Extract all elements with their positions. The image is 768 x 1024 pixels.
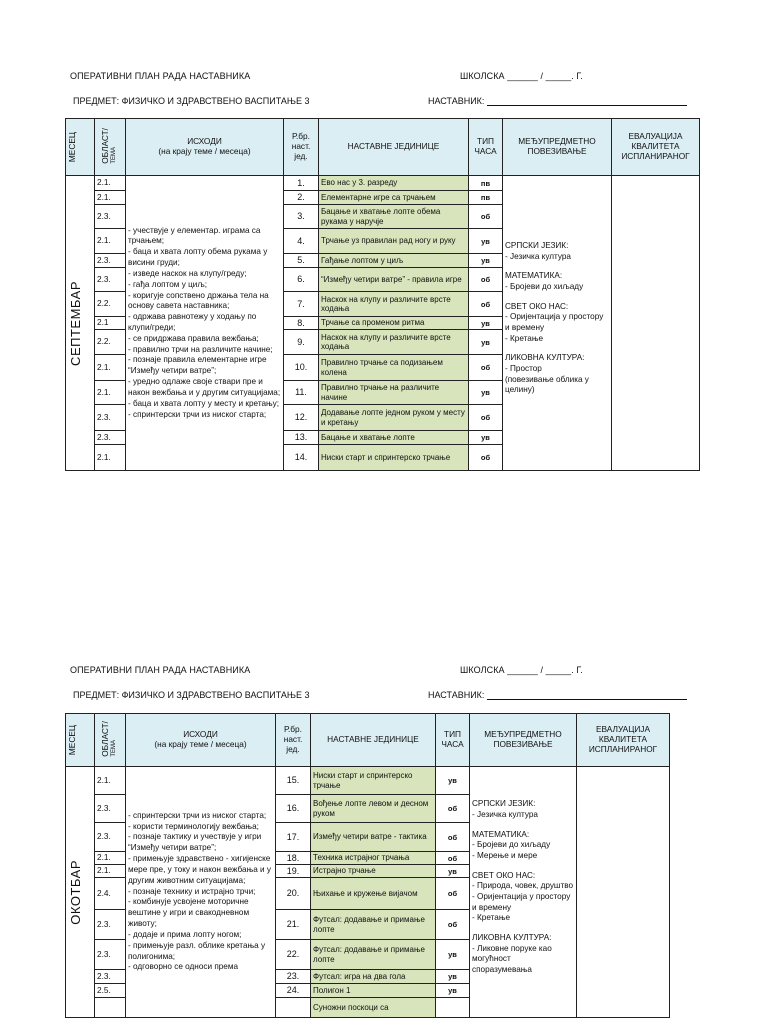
col-area: ОБЛАСТ/ТЕМА — [95, 119, 126, 176]
subject-link-title: СРПСКИ ЈЕЗИК: — [505, 241, 569, 251]
outcome-item: - примењује разл. облике кретања у полигонима; — [128, 940, 266, 961]
lesson-type: об — [469, 292, 503, 317]
subject-link-item: (повезивање облика у целину) — [505, 374, 589, 395]
lesson-number: 7. — [284, 292, 319, 317]
subject-link-item: - Кретање — [505, 333, 544, 343]
area-cell: 2.1 — [95, 317, 126, 330]
col-type: ТИП ЧАСА — [436, 714, 470, 767]
lesson-number — [276, 998, 311, 1018]
school-year-label-2: ШКОЛСКА ______ / _____. Г. — [460, 665, 583, 675]
lesson-number: 12. — [284, 405, 319, 431]
lesson-number: 19. — [276, 865, 311, 878]
area-cell: 2.3. — [95, 795, 126, 823]
plan-table-october — [65, 713, 670, 1018]
subject-link-item: - Оријентација у простору и времену — [505, 312, 604, 332]
outcome-item: - гађа лоптом у циљ; — [128, 279, 208, 289]
lesson-number: 13. — [284, 431, 319, 445]
lesson-number: 14. — [284, 445, 319, 471]
lesson-type: об — [436, 823, 470, 852]
plan-title-2: ОПЕРАТИВНИ ПЛАН РАДА НАСТАВНИКА — [70, 665, 251, 675]
lesson-type: пв — [469, 176, 503, 191]
table-header-row — [66, 119, 700, 176]
col-units: НАСТАВНЕ ЈЕДИНИЦЕ — [311, 714, 436, 767]
lesson-unit: Бацање и хватање лопте обема рукама у наручје — [319, 205, 469, 229]
lesson-number: 23. — [276, 970, 311, 984]
outcome-item: - познаје тактику и учествује у игри “Између четири ватре”; — [128, 832, 262, 853]
subject-value: ФИЗИЧКО И ЗДРАВСТВЕНО ВАСПИТАЊЕ 3 — [121, 690, 310, 700]
outcome-item: - спринтерски трчи из ниског старта; — [128, 409, 267, 419]
outcome-item: - коригује сопствено држања тела на основу савета наставника; — [128, 290, 269, 311]
lesson-type: ув — [469, 330, 503, 355]
outcome-item: - познаје технику и истрајно трчи; — [128, 886, 256, 896]
lesson-type: об — [436, 878, 470, 910]
lesson-type: пв — [469, 191, 503, 205]
plan-title: ОПЕРАТИВНИ ПЛАН РАДА НАСТАВНИКА — [70, 71, 251, 81]
lesson-unit: “Између четири ватре” - правила игре — [319, 268, 469, 292]
lesson-number: 22. — [276, 940, 311, 970]
area-cell: 2.3. — [95, 205, 126, 229]
subject-link — [472, 871, 574, 924]
subject-link-item: - Бројеви до хиљаду — [505, 282, 584, 292]
col-outcomes: ИСХОДИ (на крају теме / месеца) — [126, 714, 276, 767]
col-eval: ЕВАЛУАЦИЈА КВАЛИТЕТА ИСПЛАНИРАНОГ — [612, 119, 700, 176]
lesson-unit: Бацање и хватање лопте — [319, 431, 469, 445]
area-cell: 2.1. — [95, 445, 126, 471]
lesson-type: ув — [436, 865, 470, 878]
area-cell: 2.3. — [95, 268, 126, 292]
lesson-type: об — [469, 445, 503, 471]
lesson-number: 16. — [276, 795, 311, 823]
col-eval: ЕВАЛУАЦИЈА КВАЛИТЕТА ИСПЛАНИРАНОГ — [577, 714, 670, 767]
lesson-number: 18. — [276, 852, 311, 865]
subject-line — [73, 96, 310, 106]
area-cell: 2.5. — [95, 984, 126, 998]
outcome-item: - правилно трчи на различите начине; — [128, 344, 273, 354]
lesson-unit: Футсал: додавање и примање лопте — [311, 910, 436, 940]
outcomes-cell — [126, 176, 284, 471]
subject-link-item: - Језичка култура — [472, 810, 538, 820]
lesson-type: ув — [469, 229, 503, 254]
col-inter: МЕЂУПРЕДМЕТНО ПОВЕЗИВАЊЕ — [470, 714, 577, 767]
subject-link-item: - Кретање — [472, 913, 511, 923]
lesson-type: об — [469, 268, 503, 292]
subject-link — [472, 830, 574, 862]
outcome-item: - баца и хвата лопту обема рукама у висини груди; — [128, 247, 268, 268]
interdisciplinary-cell — [470, 767, 577, 1018]
subject-link — [505, 353, 609, 396]
area-cell: 2.2. — [95, 330, 126, 355]
interdisciplinary-cell — [503, 176, 612, 471]
evaluation-cell[interactable] — [577, 767, 670, 1018]
lesson-number: 21. — [276, 910, 311, 940]
outcomes-cell — [126, 767, 276, 1018]
plan-table-september — [65, 118, 700, 471]
subject-label: ПРЕДМЕТ: — [73, 96, 120, 106]
lesson-unit: Истрајно трчање — [311, 865, 436, 878]
area-cell: 2.1. — [95, 381, 126, 405]
subject-link-item: - Ликовне поруке као могућност — [472, 943, 552, 964]
lesson-number: 20. — [276, 878, 311, 910]
lesson-number: 11. — [284, 381, 319, 405]
month-cell: СЕПТЕМБАР — [66, 176, 95, 471]
outcome-item: - комбинује усвојене моторичне вештине у игри и свакодневном животу; — [128, 897, 250, 929]
col-lesson-no: Р.бр. наст. јед. — [284, 119, 319, 176]
subject-link-item: - Природа, човек, друштво — [472, 881, 574, 891]
col-area: ОБЛАСТ/ТЕМА — [95, 714, 126, 767]
subject-link-title: ЛИКОВНА КУЛТУРА: — [505, 353, 585, 363]
area-cell: 2.3. — [95, 940, 126, 970]
subject-value: ФИЗИЧКО И ЗДРАВСТВЕНО ВАСПИТАЊЕ 3 — [121, 96, 310, 106]
subject-link-item: - Оријентација у простору и времену — [472, 892, 571, 912]
area-cell: 2.4. — [95, 878, 126, 910]
outcome-item: - одговорно се односи према — [128, 962, 239, 972]
area-cell: 2.3. — [95, 254, 126, 268]
subject-link-title: СРПСКИ ЈЕЗИК: — [472, 799, 536, 809]
lesson-type: ув — [469, 431, 503, 445]
lesson-unit: Техника истрајног трчања — [311, 852, 436, 865]
col-month: МЕСЕЦ — [66, 714, 95, 767]
lesson-unit: Полигон 1 — [311, 984, 436, 998]
outcome-item: - одржава равнотежу у ходању по клупи/греди; — [128, 312, 257, 332]
lesson-number: 8. — [284, 317, 319, 330]
lesson-unit: Наскок на клупу и различите врсте ходања — [319, 330, 469, 355]
table-header-row — [66, 714, 670, 767]
area-cell: 2.1. — [95, 852, 126, 865]
teacher-label: НАСТАВНИК: — [428, 96, 485, 106]
lesson-type: об — [469, 205, 503, 229]
subject-link-title: ЛИКОВНА КУЛТУРА: — [472, 932, 552, 942]
lesson-unit: Ево нас у 3. разреду — [319, 176, 469, 191]
lesson-unit: Правилно трчање на различите начине — [319, 381, 469, 405]
lesson-unit: Њихање и кружење вијачом — [311, 878, 436, 910]
lesson-type: об — [469, 355, 503, 381]
outcome-item: - учествује у елементар. играма са трчањем; — [128, 225, 261, 246]
lesson-number: 6. — [284, 268, 319, 292]
lesson-number: 17. — [276, 823, 311, 852]
school-year-label: ШКОЛСКА ______ / _____. Г. — [460, 71, 583, 81]
outcome-item: - спринтерски трчи из ниског старта; — [128, 810, 267, 820]
col-month: МЕСЕЦ — [66, 119, 95, 176]
lesson-number: 9. — [284, 330, 319, 355]
lesson-type: ув — [469, 381, 503, 405]
area-cell: 2.3. — [95, 823, 126, 852]
teacher-blank — [487, 699, 687, 700]
outcome-item: - користи терминологију вежбања; — [128, 821, 259, 831]
area-cell: 2.3. — [95, 970, 126, 984]
outcome-item: - изведе наскок на клупу/греду; — [128, 268, 247, 278]
lesson-unit: Суножни поскоци са — [311, 998, 436, 1018]
evaluation-cell[interactable] — [612, 176, 700, 471]
lesson-number: 5. — [284, 254, 319, 268]
subject-link-item: - Језичка култура — [505, 251, 571, 261]
lesson-type: ув — [436, 940, 470, 970]
outcome-item: - примењује здравствено - хигијенске мере пре, у току и након вежбања и у другим животним ситуацијама; — [128, 854, 271, 885]
area-cell: 2.3. — [95, 431, 126, 445]
lesson-type: об — [469, 405, 503, 431]
lesson-number: 2. — [284, 191, 319, 205]
teacher-line-2 — [428, 690, 687, 700]
subject-link-item: споразумевања — [472, 964, 532, 974]
col-outcomes: ИСХОДИ (на крају теме / месеца) — [126, 119, 284, 176]
subject-link-item: - Бројеви до хиљаду — [472, 840, 551, 850]
subject-link-item: - Мерење и мере — [472, 851, 538, 861]
subject-link — [505, 302, 609, 345]
table-row — [66, 767, 670, 795]
lesson-number: 3. — [284, 205, 319, 229]
area-cell: 2.1. — [95, 355, 126, 381]
col-type: ТИП ЧАСА — [469, 119, 503, 176]
subject-link-item: - Простор — [505, 363, 542, 373]
lesson-type: ув — [469, 317, 503, 330]
teacher-blank — [487, 105, 687, 106]
subject-link — [472, 799, 574, 820]
lesson-type: ув — [436, 767, 470, 795]
month-cell: ОКОТБАР — [66, 767, 95, 1018]
col-units: НАСТАВНЕ ЈЕДИНИЦЕ — [319, 119, 469, 176]
outcome-item: - баца и хвата лопту у месту и кретању; — [128, 398, 280, 408]
area-cell: 2.3. — [95, 405, 126, 431]
lesson-type: об — [436, 795, 470, 823]
lesson-number: 24. — [276, 984, 311, 998]
lesson-unit: Правилно трчање са подизањем колена — [319, 355, 469, 381]
lesson-type: ув — [469, 254, 503, 268]
outcome-item: - додаје и прима лопту ногом; — [128, 929, 242, 939]
outcome-item: - познаје правила елементарне игре “Између четири ватре”; — [128, 355, 267, 376]
area-cell: 2.2. — [95, 292, 126, 317]
area-cell: 2.3. — [95, 910, 126, 940]
subject-link-title: СВЕТ ОКО НАС: — [505, 301, 569, 311]
subject-link-title: МАТЕМАТИКА: — [472, 829, 530, 839]
outcome-item: - се придржава правила вежбања; — [128, 333, 259, 343]
subject-link — [472, 933, 574, 976]
teacher-line — [428, 96, 687, 106]
area-cell — [95, 998, 126, 1018]
area-cell: 2.1. — [95, 191, 126, 205]
area-cell: 2.1. — [95, 229, 126, 254]
lesson-type: ув — [436, 970, 470, 984]
outcome-item: - уредно одлаже своје ствари пре и након вежбања и у другим ситуацијама; — [128, 377, 281, 397]
lesson-type: об — [436, 910, 470, 940]
subject-link-title: СВЕТ ОКО НАС: — [472, 870, 536, 880]
teacher-label: НАСТАВНИК: — [428, 690, 485, 700]
col-inter: МЕЂУПРЕДМЕТНО ПОВЕЗИВАЊЕ — [503, 119, 612, 176]
subject-label: ПРЕДМЕТ: — [73, 690, 120, 700]
table-row — [66, 176, 700, 191]
lesson-unit: Елементарне игре са трчањем — [319, 191, 469, 205]
lesson-unit: Ниски старт и спринтерско трчање — [311, 767, 436, 795]
subject-link — [505, 271, 609, 292]
lesson-type: ув — [436, 984, 470, 998]
lesson-unit: Футсал: додавање и примање лопте — [311, 940, 436, 970]
lesson-unit: Гађање лоптом у циљ — [319, 254, 469, 268]
lesson-number: 4. — [284, 229, 319, 254]
lesson-type — [436, 998, 470, 1018]
area-cell: 2.1. — [95, 865, 126, 878]
subject-link — [505, 241, 609, 262]
subject-link-title: МАТЕМАТИКА: — [505, 271, 563, 281]
lesson-number: 1. — [284, 176, 319, 191]
lesson-type: об — [436, 852, 470, 865]
lesson-unit: Вођење лопте левом и десном руком — [311, 795, 436, 823]
col-lesson-no: Р.бр. наст. јед. — [276, 714, 311, 767]
lesson-unit: Трчање уз правилан рад ногу и руку — [319, 229, 469, 254]
subject-line-2 — [73, 690, 310, 700]
area-cell: 2.1. — [95, 176, 126, 191]
area-cell: 2.1. — [95, 767, 126, 795]
lesson-unit: Између четири ватре - тактика — [311, 823, 436, 852]
lesson-number: 10. — [284, 355, 319, 381]
lesson-unit: Ниски старт и спринтерско трчање — [319, 445, 469, 471]
lesson-number: 15. — [276, 767, 311, 795]
lesson-unit: Футсал: игра на два гола — [311, 970, 436, 984]
lesson-unit: Наскок на клупу и различите врсте ходања — [319, 292, 469, 317]
lesson-unit: Додавање лопте једном руком у месту и кретању — [319, 405, 469, 431]
lesson-unit: Трчање са променом ритма — [319, 317, 469, 330]
